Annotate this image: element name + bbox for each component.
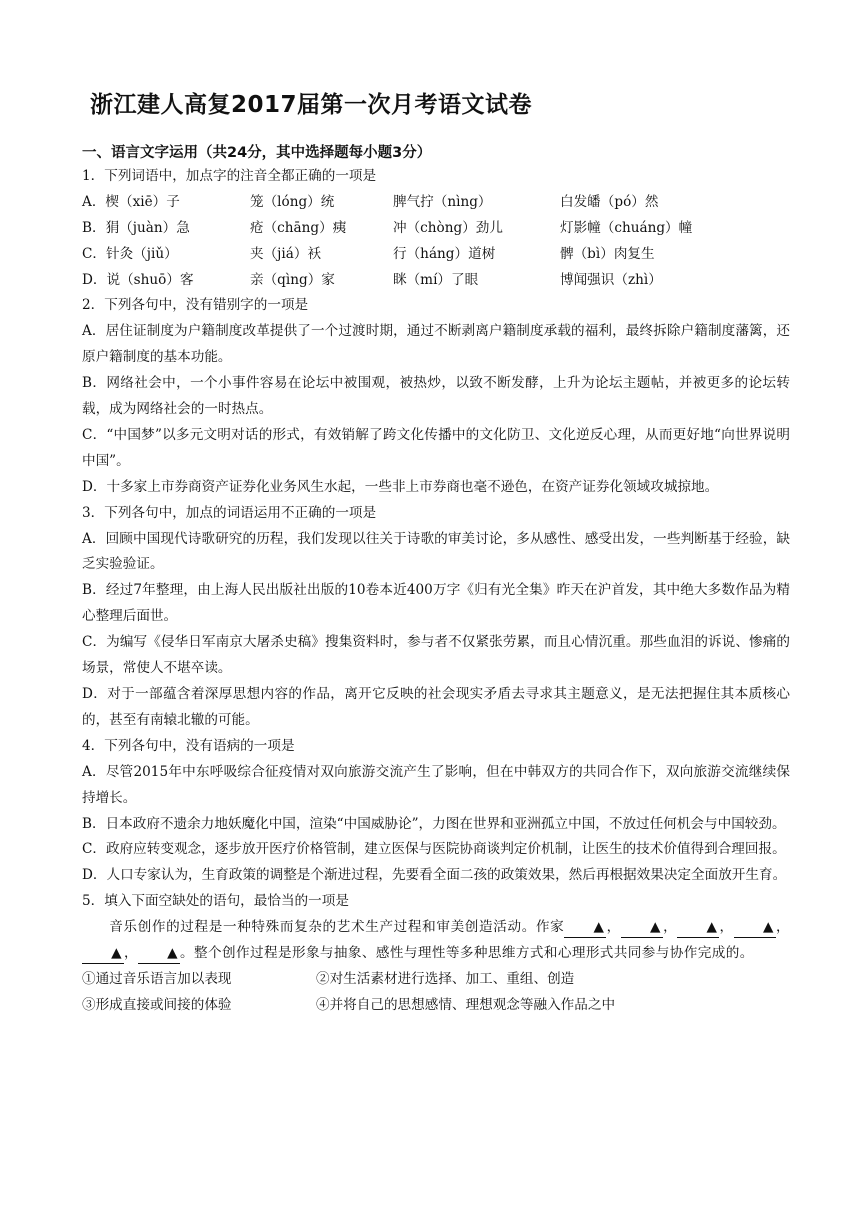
fill-blank: ▲ [82,943,124,964]
section-heading: 一、语言文字运用（共24分，其中选择题每小题3分） [82,145,432,161]
q3-option-a: A．回顾中国现代诗歌研究的历程，我们发现以往关于诗歌的审美讨论，多从感性、感受出发，一些判断基于经验，缺乏实验验证。 [82,530,790,573]
q1-row [82,268,790,294]
q3-option-b: B．经过7年整理，由上海人民出版社出版的10卷本近400万字《归有光全集》昨天在沪首发，其中绝大多数作品为精心整理后面世。 [82,582,790,625]
question-3-stem: 3．下列各句中，加点的词语运用不正确的一项是 [82,504,377,521]
q1-option: 疮（chāng）痍 [250,219,347,236]
comma: ， [775,919,791,936]
q1-option: 夹（jiá）袄 [250,245,322,262]
comma: ， [719,919,734,936]
q2-option-d: D．十多家上市券商资产证券化业务风生水起，一些非上市券商也毫不逊色，在资产证券化领域攻城掠地。 [82,478,719,495]
question-4-stem: 4．下列各句中，没有语病的一项是 [82,737,295,754]
q1-option: 白发皤（pó）然 [560,193,659,210]
fill-blank: ▲ [564,917,606,938]
q2-option-b: B．网络社会中，一个小事件容易在论坛中被围观，被热炒，以致不断发酵，上升为论坛主题帖，并被更多的论坛转载，成为网络社会的一时热点。 [82,375,790,418]
q1-option: 眯（mí）了眼 [393,271,479,288]
fill-blank: ▲ [621,917,663,938]
q1-option: B．狷（juàn）急 [82,219,190,236]
q2-option-c: C．“中国梦”以多元文明对话的形式，有效销解了跨文化传播中的文化防卫、文化逆反心理，从而更好地“向世界说明中国”。 [82,426,790,469]
q2-option-a: A．居住证制度为户籍制度改革提供了一个过渡时期，通过不断剥离户籍制度承载的福利，最终拆除户籍制度藩篱，还原户籍制度的基本功能。 [82,323,790,366]
q5-choice: ③形成直接或间接的体验 [82,996,232,1013]
q3-option-d: D．对于一部蕴含着深厚思想内容的作品，离开它反映的社会现实矛盾去寻求其主题意义，是无法把握住其本质核心的，甚至有南辕北辙的可能。 [82,686,790,728]
q4-option-b: B．日本政府不遗余力地妖魔化中国，渲染“中国威胁论”，力图在世界和亚洲孤立中国，不放过任何机会与中国较劲。 [82,815,786,832]
question-2-stem: 2．下列各句中，没有错别字的一项是 [82,297,309,314]
q1-option: 灯影幢（chuáng）幢 [560,219,693,236]
fill-blank: ▲ [734,917,776,938]
q1-option: 笼（lóng）统 [250,193,335,210]
q4-option-c: C．政府应转变观念，逐步放开医疗价格管制，建立医保与医院协商谈判定价机制，让医生的技术价值得到合理回报。 [82,841,786,858]
q5-passage [82,915,790,967]
q1-option: 脾气拧（nìng） [393,193,492,210]
q1-row [82,242,790,268]
q1-option: C．针灸（jiǔ） [82,245,178,262]
q1-option: A．楔（xiē）子 [82,193,180,210]
q4-option-d: D．人口专家认为，生育政策的调整是个渐进过程，先要看全面二孩的政策效果，然后再根据效果决定全面放开生育。 [82,867,787,884]
question-5-stem: 5．填入下面空缺处的语句，最恰当的一项是 [82,893,349,910]
q5-choice-row [82,967,790,993]
fill-blank: ▲ [138,943,180,964]
q1-row [82,216,790,242]
q5-intro: 音乐创作的过程是一种特殊而复杂的艺术生产过程和审美创造活动。作家 [109,919,565,936]
comma: ， [606,919,621,936]
q3-option-c: C．为编写《侵华日军南京大屠杀史稿》搜集资料时，参与者不仅紧张劳累，而且心情沉重。那些血泪的诉说、惨痛的场景，常使人不堪卒读。 [82,634,790,677]
q1-option: 冲（chòng）劲儿 [393,219,503,236]
comma: ， [124,945,138,962]
exam-title: 浙江建人高复2017届第一次月考语文试卷 [90,92,533,118]
q1-option: 亲（qìng）家 [250,271,335,288]
question-1-stem: 1．下列词语中，加点字的注音全都正确的一项是 [82,168,377,184]
q5-choice: ②对生活素材进行选择、加工、重组、创造 [316,970,575,987]
q4-option-a: A．尽管2015年中东呼吸综合征疫情对双向旅游交流产生了影响，但在中韩双方的共同合作下，双向旅游交流继续保持增长。 [82,763,790,806]
q5-choice: ④并将自己的思想感情、理想观念等融入作品之中 [316,996,616,1013]
exam-content [82,164,790,1019]
q1-row [82,190,790,216]
q5-choice: ①通过音乐语言加以表现 [82,970,232,987]
q1-option: 博闻强识（zhì） [560,271,662,288]
q1-option: 行（háng）道树 [393,245,496,262]
q1-option: D．说（shuō）客 [82,271,194,288]
q5-outro: 。整个创作过程是形象与抽象、感性与理性等多种思维方式和心理形式共同参与协作完成的。 [180,945,754,962]
q5-choice-row [82,993,790,1019]
comma: ， [662,919,678,936]
q1-option: 髀（bì）肉复生 [560,245,655,262]
fill-blank: ▲ [677,917,719,938]
